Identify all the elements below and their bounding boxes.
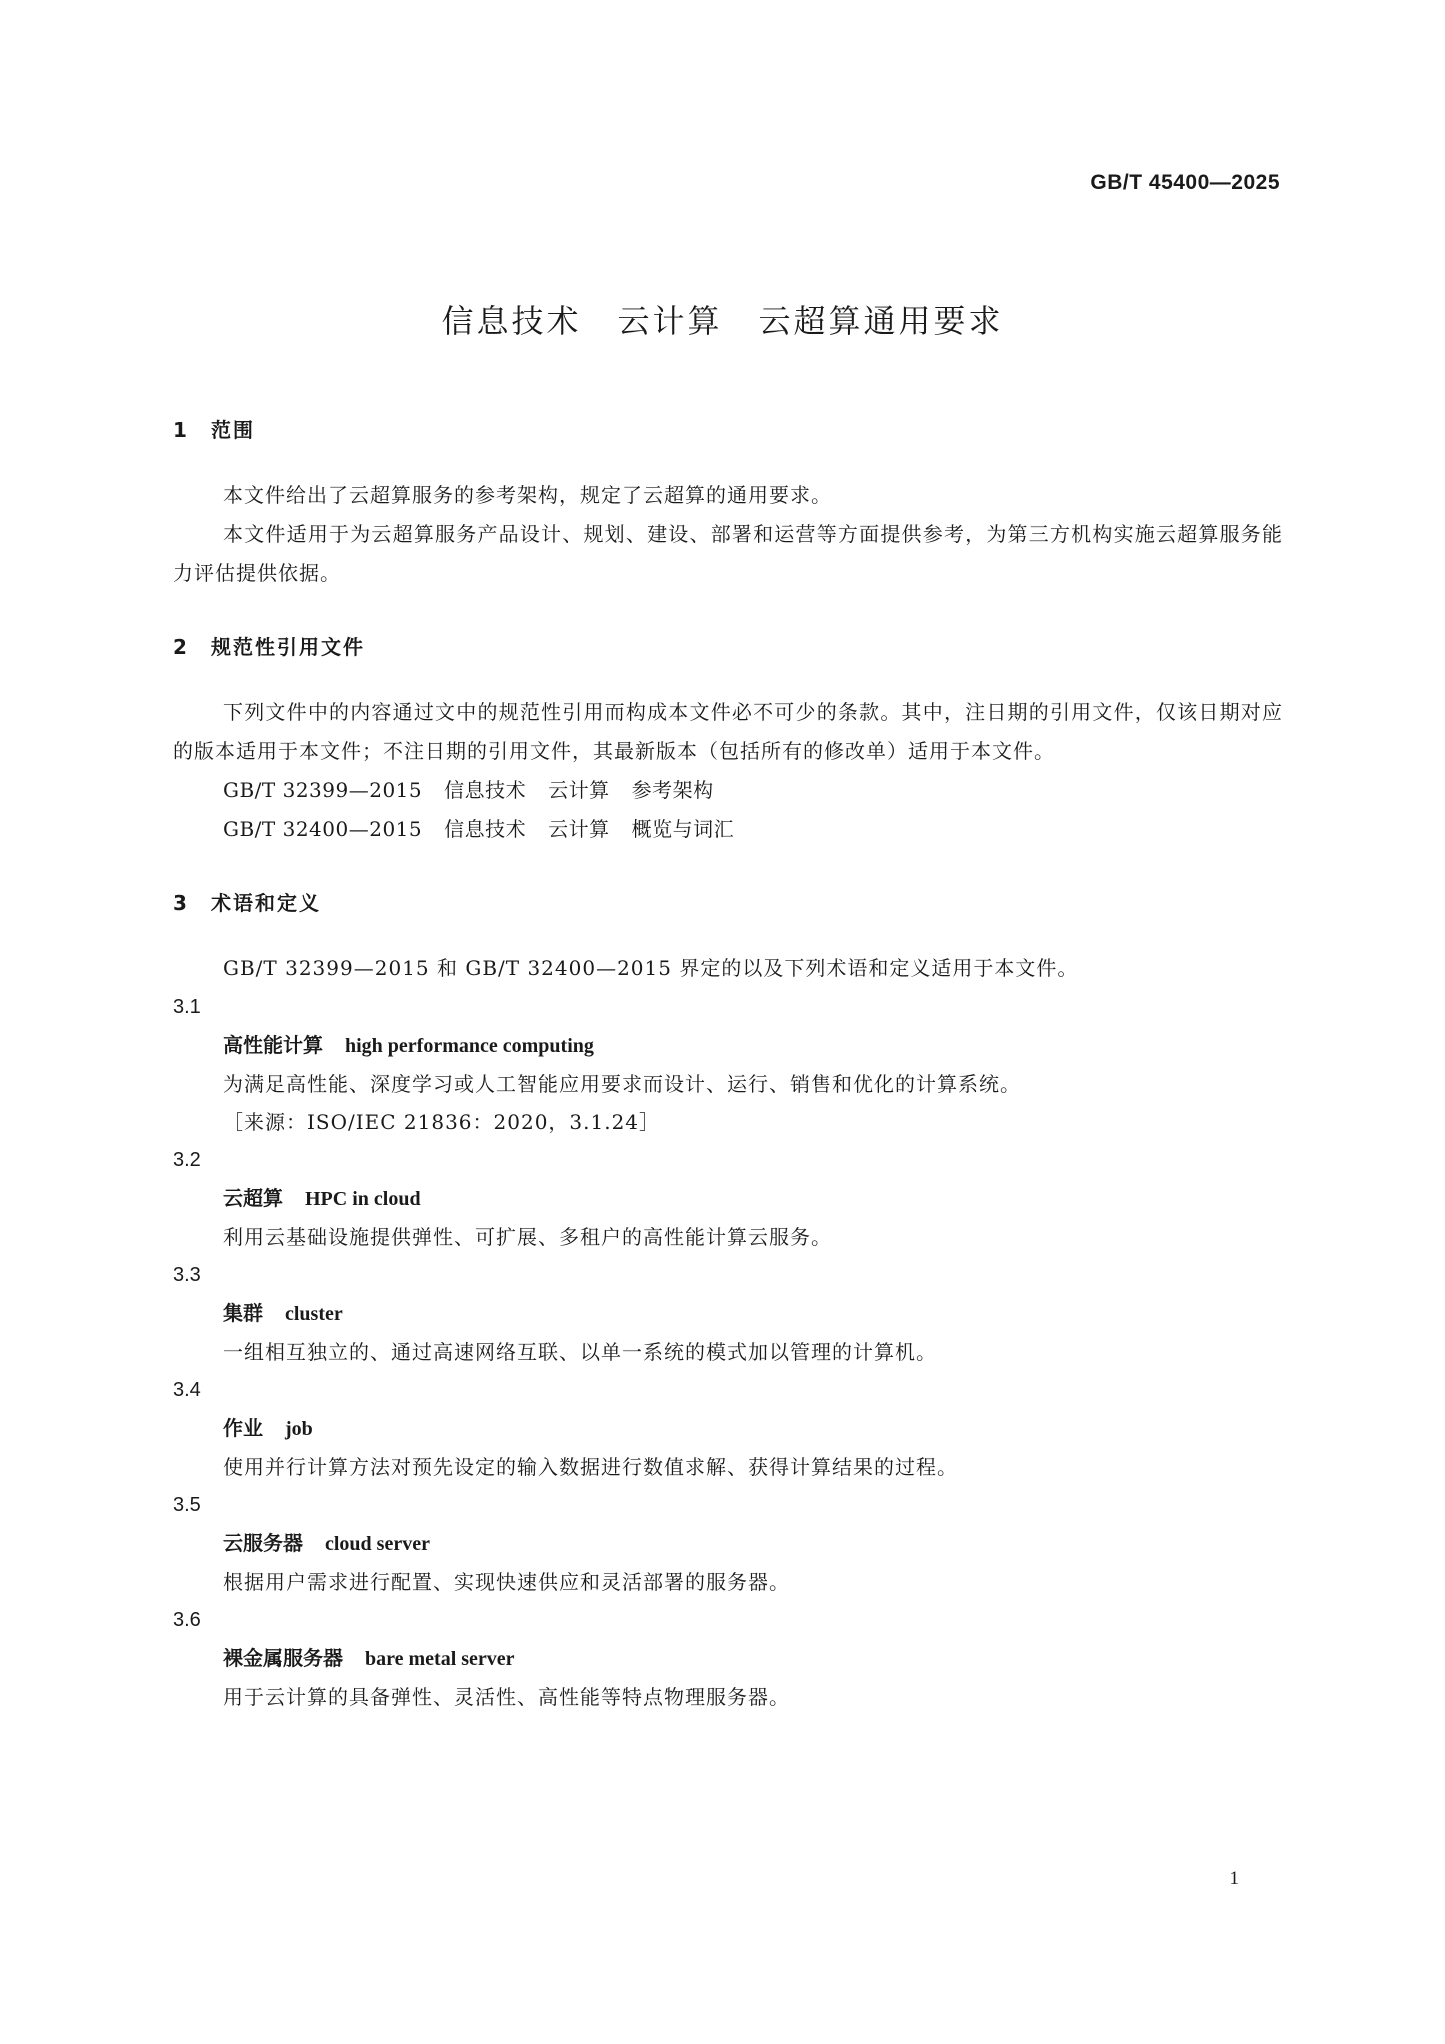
term-zh: 云超算 <box>223 1186 283 1210</box>
reference-code: GB/T 32400—2015 <box>223 817 423 841</box>
section-heading-terms <box>173 883 1283 923</box>
reference-title-2: 云计算 <box>548 817 610 841</box>
term-en: cloud server <box>325 1533 430 1555</box>
term-definition: 根据用户需求进行配置、实现快速供应和灵活部署的服务器。 <box>223 1570 790 1594</box>
term-zh: 作业 <box>223 1416 263 1440</box>
term-title <box>223 1026 1283 1065</box>
section-title: 术语和定义 <box>211 891 321 915</box>
term-number: 3.1 <box>173 996 201 1018</box>
term-title <box>223 1179 1283 1218</box>
term-number: 3.5 <box>173 1494 201 1516</box>
reference-title-2: 云计算 <box>548 778 610 802</box>
title-part-3: 云超算通用要求 <box>758 302 1004 340</box>
term-zh: 集群 <box>223 1301 263 1325</box>
reference-item <box>223 771 1283 810</box>
term-definition: 用于云计算的具备弹性、灵活性、高性能等特点物理服务器。 <box>223 1685 790 1709</box>
term-en: high performance computing <box>345 1035 594 1057</box>
reference-title-1: 信息技术 <box>444 778 527 802</box>
reference-title-1: 信息技术 <box>444 817 527 841</box>
term-source: ［来源：ISO/IEC 21836：2020，3.1.24］ <box>223 1110 661 1134</box>
section-number: 2 <box>173 635 187 659</box>
term-en: bare metal server <box>365 1648 515 1670</box>
paragraph: 本文件给出了云超算服务的参考架构，规定了云超算的通用要求。 <box>223 483 832 507</box>
term-title <box>223 1409 1283 1448</box>
term-number: 3.2 <box>173 1149 201 1171</box>
section-heading-normative-references <box>173 627 1283 667</box>
term-definition: 利用云基础设施提供弹性、可扩展、多租户的高性能计算云服务。 <box>223 1225 832 1249</box>
term-number: 3.4 <box>173 1379 201 1401</box>
term-zh: 高性能计算 <box>223 1033 323 1057</box>
term-zh: 裸金属服务器 <box>223 1646 343 1670</box>
term-title <box>223 1639 1283 1678</box>
title-part-2: 云计算 <box>617 302 723 340</box>
standard-code: GB/T 45400—2025 <box>1090 171 1280 194</box>
title-part-1: 信息技术 <box>441 302 582 340</box>
page-number: 1 <box>1229 1868 1239 1889</box>
reference-title-3: 概览与词汇 <box>631 817 735 841</box>
term-definition: 为满足高性能、深度学习或人工智能应用要求而设计、运行、销售和优化的计算系统。 <box>223 1072 1021 1096</box>
paragraph: GB/T 32399—2015 和 GB/T 32400—2015 界定的以及下列术语和定义适用于本文件。 <box>223 956 1079 980</box>
term-en: HPC in cloud <box>305 1188 421 1210</box>
reference-item <box>223 810 1283 849</box>
term-number: 3.3 <box>173 1264 201 1286</box>
term-title <box>223 1524 1283 1563</box>
document-body <box>173 410 1283 1716</box>
term-en: job <box>285 1418 313 1440</box>
section-number: 3 <box>173 891 187 915</box>
term-definition: 使用并行计算方法对预先设定的输入数据进行数值求解、获得计算结果的过程。 <box>223 1455 958 1479</box>
paragraph: 本文件适用于为云超算服务产品设计、规划、建设、部署和运营等方面提供参考，为第三方机构实施云超算服务能力评估提供依据。 <box>173 522 1283 585</box>
document-title <box>0 296 1445 342</box>
section-title: 规范性引用文件 <box>211 635 365 659</box>
term-en: cluster <box>285 1303 343 1325</box>
term-definition: 一组相互独立的、通过高速网络互联、以单一系统的模式加以管理的计算机。 <box>223 1340 937 1364</box>
reference-title-3: 参考架构 <box>631 778 714 802</box>
paragraph: 下列文件中的内容通过文中的规范性引用而构成本文件必不可少的条款。其中，注日期的引用文件，仅该日期对应的版本适用于本文件；不注日期的引用文件，其最新版本（包括所有的修改单）适用于本文件。 <box>173 700 1283 763</box>
section-heading-scope <box>173 410 1283 450</box>
term-zh: 云服务器 <box>223 1531 303 1555</box>
term-title <box>223 1294 1283 1333</box>
reference-code: GB/T 32399—2015 <box>223 778 423 802</box>
term-number: 3.6 <box>173 1609 201 1631</box>
section-title: 范围 <box>211 418 255 442</box>
section-number: 1 <box>173 418 187 442</box>
